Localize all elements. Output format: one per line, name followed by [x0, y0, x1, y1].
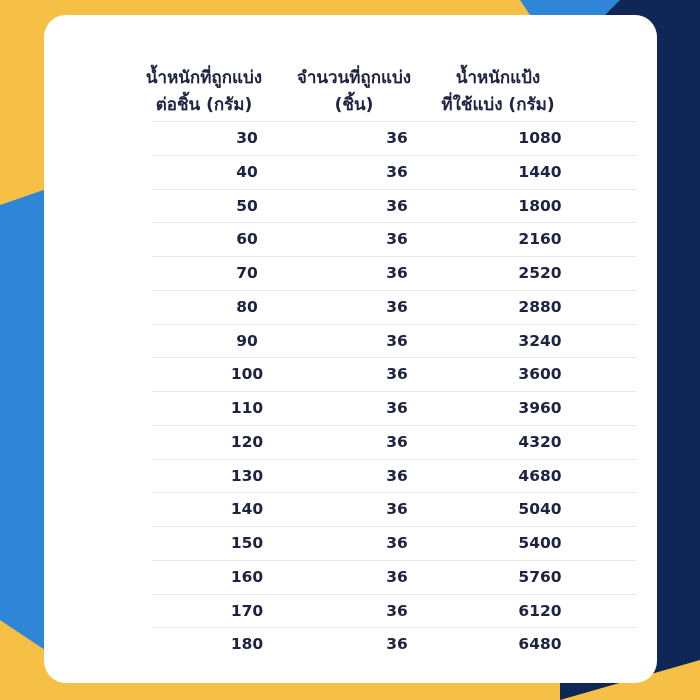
- cell-dough-weight: 4320: [518, 432, 562, 451]
- cell-piece-count: 36: [386, 331, 408, 350]
- table-row: [152, 290, 636, 324]
- column-header-weight-per-piece: น้ำหนักที่ถูกแบ่ง ต่อชิ้น (กรัม): [145, 68, 263, 115]
- cell-weight-per-piece: 160: [230, 567, 264, 586]
- cell-dough-weight: 5040: [518, 500, 562, 519]
- table-card: [44, 15, 657, 683]
- cell-dough-weight: 5400: [518, 534, 562, 552]
- cell-dough-weight: 3960: [518, 399, 562, 417]
- cell-weight-per-piece: 90: [236, 331, 258, 350]
- cell-piece-count: 36: [386, 264, 408, 282]
- table-row: [152, 594, 636, 628]
- table-row: [152, 391, 636, 425]
- table-row: [152, 526, 636, 560]
- table-row: [152, 222, 636, 256]
- cell-dough-weight: 2520: [518, 264, 562, 282]
- cell-piece-count: 36: [386, 162, 408, 181]
- table-row: [152, 189, 636, 223]
- cell-piece-count: 36: [386, 196, 408, 215]
- table-row: [152, 627, 636, 661]
- cell-dough-weight: 2160: [518, 230, 562, 249]
- column-header-dough-weight: น้ำหนักแป้ง ที่ใช้แบ่ง (กรัม): [441, 68, 555, 115]
- cell-dough-weight: 3240: [518, 331, 562, 350]
- cell-dough-weight: 1440: [518, 162, 562, 181]
- cell-weight-per-piece: 30: [236, 129, 258, 147]
- cell-weight-per-piece: 100: [230, 365, 264, 384]
- table-row: [152, 324, 636, 358]
- cell-piece-count: 36: [386, 230, 408, 249]
- cell-dough-weight: 2880: [518, 297, 562, 316]
- cell-piece-count: 36: [386, 365, 408, 384]
- cell-weight-per-piece: 40: [236, 162, 258, 181]
- table-row: [152, 425, 636, 459]
- cell-dough-weight: 6120: [518, 601, 562, 620]
- cell-weight-per-piece: 50: [236, 196, 258, 215]
- cell-weight-per-piece: 150: [230, 534, 264, 552]
- cell-dough-weight: 5760: [518, 567, 562, 586]
- cell-weight-per-piece: 70: [236, 264, 258, 282]
- cell-dough-weight: 4680: [518, 466, 562, 485]
- cell-piece-count: 36: [386, 567, 408, 586]
- cell-piece-count: 36: [386, 635, 408, 654]
- table-row: [152, 357, 636, 391]
- cell-piece-count: 36: [386, 534, 408, 552]
- cell-dough-weight: 3600: [518, 365, 562, 384]
- table-row: [152, 459, 636, 493]
- cell-piece-count: 36: [386, 466, 408, 485]
- cell-piece-count: 36: [386, 601, 408, 620]
- cell-weight-per-piece: 120: [230, 432, 264, 451]
- cell-piece-count: 36: [386, 297, 408, 316]
- cell-dough-weight: 1800: [518, 196, 562, 215]
- cell-piece-count: 36: [386, 500, 408, 519]
- cell-weight-per-piece: 170: [230, 601, 264, 620]
- table-row: [152, 155, 636, 189]
- cell-weight-per-piece: 110: [230, 399, 264, 417]
- cell-piece-count: 36: [386, 399, 408, 417]
- cell-piece-count: 36: [386, 129, 408, 147]
- cell-dough-weight: 6480: [518, 635, 562, 654]
- cell-weight-per-piece: 130: [230, 466, 264, 485]
- table-row: [152, 560, 636, 594]
- cell-weight-per-piece: 60: [236, 230, 258, 249]
- table-row: [152, 492, 636, 526]
- column-header-piece-count: จำนวนที่ถูกแบ่ง (ชิ้น): [296, 68, 412, 115]
- cell-weight-per-piece: 140: [230, 500, 264, 519]
- table-row: [152, 256, 636, 290]
- cell-weight-per-piece: 80: [236, 297, 258, 316]
- cell-piece-count: 36: [386, 432, 408, 451]
- cell-dough-weight: 1080: [518, 129, 562, 147]
- cell-weight-per-piece: 180: [230, 635, 264, 654]
- table-row: [152, 121, 636, 155]
